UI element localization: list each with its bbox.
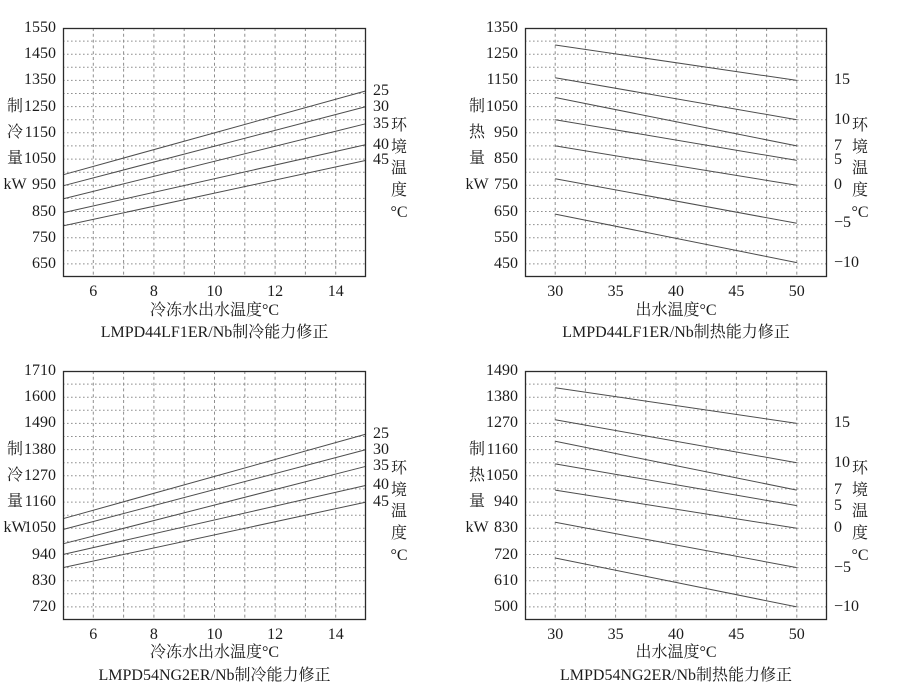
y-axis-title-char: kW	[3, 176, 27, 193]
x-tick-label: 50	[788, 283, 805, 300]
y-axis-title-char: 制	[6, 441, 23, 458]
x-axis-title: 出水温度°C	[635, 302, 717, 319]
right-axis-title-char: 温	[390, 160, 407, 178]
y-tick-label: 1050	[486, 466, 518, 484]
y-tick-label: 1050	[24, 150, 56, 168]
y-tick-label: 1160	[24, 493, 56, 511]
y-tick-label: 850	[32, 202, 56, 220]
series-label-40: 40	[373, 476, 389, 494]
y-tick-label: 1250	[24, 97, 56, 115]
x-tick-label: 14	[327, 626, 344, 643]
y-tick-label: 450	[494, 254, 518, 272]
right-axis-title-char: 境	[851, 481, 868, 499]
y-axis-title-char: 量	[6, 150, 23, 167]
right-axis-title-char: 环	[390, 460, 407, 477]
y-axis-title-char: 热	[468, 124, 485, 141]
chart-plot	[63, 28, 366, 277]
y-tick-label: 1380	[486, 388, 518, 406]
series-label-7: 7	[834, 481, 842, 499]
y-tick-label: 940	[494, 493, 518, 511]
y-tick-label: 650	[494, 202, 518, 220]
chart-caption: LMPD44LF1ER/Nb制热能力修正	[562, 324, 790, 341]
right-axis-title-char: 温	[390, 503, 407, 521]
chart-plot	[525, 371, 827, 620]
y-tick-label: 1490	[24, 414, 56, 432]
y-tick-label: 940	[32, 545, 56, 563]
x-tick-label: 12	[267, 283, 284, 300]
series-line-10	[555, 420, 797, 463]
right-axis-title-char: 度	[851, 525, 868, 543]
y-tick-label: 500	[494, 597, 518, 615]
right-axis-title-char: 温	[851, 503, 868, 521]
x-tick-label: 10	[206, 626, 223, 643]
x-axis-title: 冷冻水出水温度°C	[149, 302, 280, 319]
x-axis-title: 出水温度°C	[635, 644, 717, 661]
right-axis-title-char: 度	[851, 182, 868, 200]
chart-panel-lmpd44-heating	[447, 0, 897, 347]
y-tick-label: 750	[32, 228, 56, 246]
y-tick-label: 720	[32, 597, 56, 615]
x-tick-label: 8	[149, 283, 158, 300]
series-label-35: 35	[373, 114, 389, 132]
y-tick-label: 1350	[24, 71, 56, 89]
series-label-10: 10	[834, 453, 850, 471]
y-axis-title-char: 制	[468, 441, 485, 458]
x-tick-label: 6	[89, 283, 98, 300]
chart-caption: LMPD54NG2ER/Nb制冷能力修正	[98, 667, 331, 684]
series-label-−5: −5	[834, 214, 852, 232]
y-axis-title-char: 冷	[6, 124, 23, 141]
x-tick-label: 10	[206, 283, 223, 300]
y-axis-title-char: 量	[468, 493, 485, 510]
series-label-0: 0	[834, 176, 842, 194]
y-tick-label: 750	[494, 176, 518, 194]
x-tick-label: 35	[607, 283, 624, 300]
y-tick-label: 1250	[486, 45, 518, 63]
x-tick-label: 6	[89, 626, 98, 643]
right-axis-title-char: 境	[390, 481, 407, 499]
series-label-15: 15	[834, 414, 850, 432]
series-label-30: 30	[373, 97, 389, 115]
y-tick-label: 1350	[486, 19, 518, 36]
y-tick-label: 1150	[24, 123, 56, 141]
x-tick-label: 14	[327, 283, 344, 300]
y-tick-label: 850	[494, 150, 518, 168]
series-label-0: 0	[834, 519, 842, 537]
x-tick-label: 45	[728, 283, 745, 300]
y-tick-label: 830	[32, 571, 56, 589]
series-label-40: 40	[373, 135, 389, 153]
chart-caption: LMPD54NG2ER/Nb制热能力修正	[559, 667, 792, 684]
right-axis-title-char: 环	[851, 460, 868, 477]
y-axis-title-char: kW	[465, 519, 489, 536]
y-axis-title-char: kW	[3, 519, 27, 536]
right-axis-title-char: 温	[851, 160, 868, 178]
y-axis-title-char: kW	[465, 176, 489, 193]
series-label-35: 35	[373, 457, 389, 475]
series-label-25: 25	[373, 425, 389, 443]
chart-plot	[525, 28, 827, 277]
y-tick-label: 1450	[24, 45, 56, 63]
x-tick-label: 8	[149, 626, 158, 643]
series-label-15: 15	[834, 71, 850, 89]
series-label-5: 5	[834, 496, 842, 514]
series-line-5	[555, 120, 797, 161]
series-label-5: 5	[834, 151, 842, 169]
series-label-25: 25	[373, 81, 389, 99]
y-axis-title-char: 热	[468, 467, 485, 484]
right-axis-title-char: 环	[390, 117, 407, 134]
chart-caption: LMPD44LF1ER/Nb制冷能力修正	[100, 324, 329, 341]
x-tick-label: 12	[267, 626, 284, 643]
x-axis-title: 冷冻水出水温度°C	[149, 644, 280, 661]
x-tick-label: 40	[668, 283, 684, 300]
right-axis-title-char: 环	[851, 117, 868, 134]
y-tick-label: 1270	[486, 414, 518, 432]
series-label-−10: −10	[834, 597, 860, 615]
series-label-−10: −10	[834, 253, 860, 271]
chart-panel-lmpd44-cooling	[0, 0, 450, 347]
y-tick-label: 720	[494, 545, 518, 563]
chart-panel-lmpd54-cooling	[0, 347, 450, 694]
y-tick-label: 950	[494, 123, 518, 141]
y-tick-label: 1600	[24, 388, 56, 406]
y-tick-label: 1160	[486, 440, 518, 458]
y-tick-label: 610	[494, 571, 518, 589]
y-tick-label: 1550	[24, 19, 56, 36]
y-tick-label: 1050	[486, 97, 518, 115]
y-axis-title-char: 冷	[6, 467, 23, 484]
series-label-−5: −5	[834, 558, 852, 576]
series-line-10	[555, 78, 797, 120]
y-tick-label: 650	[32, 254, 56, 272]
chart-panel-lmpd54-heating	[447, 347, 897, 694]
right-axis-title-char: °C	[851, 203, 869, 221]
y-tick-label: 1270	[24, 466, 56, 484]
series-label-30: 30	[373, 440, 389, 458]
y-tick-label: 950	[32, 176, 56, 194]
y-tick-label: 550	[494, 228, 518, 246]
y-axis-title-char: 制	[468, 98, 485, 115]
right-axis-title-char: 度	[390, 525, 407, 543]
x-tick-label: 45	[728, 626, 745, 643]
series-label-10: 10	[834, 110, 850, 128]
series-label-45: 45	[373, 493, 389, 511]
x-tick-label: 30	[547, 626, 564, 643]
x-tick-label: 30	[547, 283, 564, 300]
y-tick-label: 1490	[486, 362, 518, 379]
right-axis-title-char: °C	[390, 546, 408, 564]
y-tick-label: 1380	[24, 440, 56, 458]
y-axis-title-char: 量	[468, 150, 485, 167]
right-axis-title-char: 境	[851, 138, 868, 156]
x-tick-label: 40	[668, 626, 684, 643]
right-axis-title-char: 度	[390, 182, 407, 200]
right-axis-title-char: 境	[390, 138, 407, 156]
x-tick-label: 35	[607, 626, 624, 643]
y-axis-title-char: 量	[6, 493, 23, 510]
y-tick-label: 1050	[24, 519, 56, 537]
right-axis-title-char: °C	[390, 203, 408, 221]
series-label-7: 7	[834, 136, 842, 154]
right-axis-title-char: °C	[851, 546, 869, 564]
y-tick-label: 1710	[24, 362, 56, 379]
chart-plot	[63, 371, 366, 620]
y-tick-label: 1150	[486, 71, 518, 89]
x-tick-label: 50	[788, 626, 805, 643]
y-tick-label: 830	[494, 519, 518, 537]
series-label-45: 45	[373, 151, 389, 169]
y-axis-title-char: 制	[6, 98, 23, 115]
